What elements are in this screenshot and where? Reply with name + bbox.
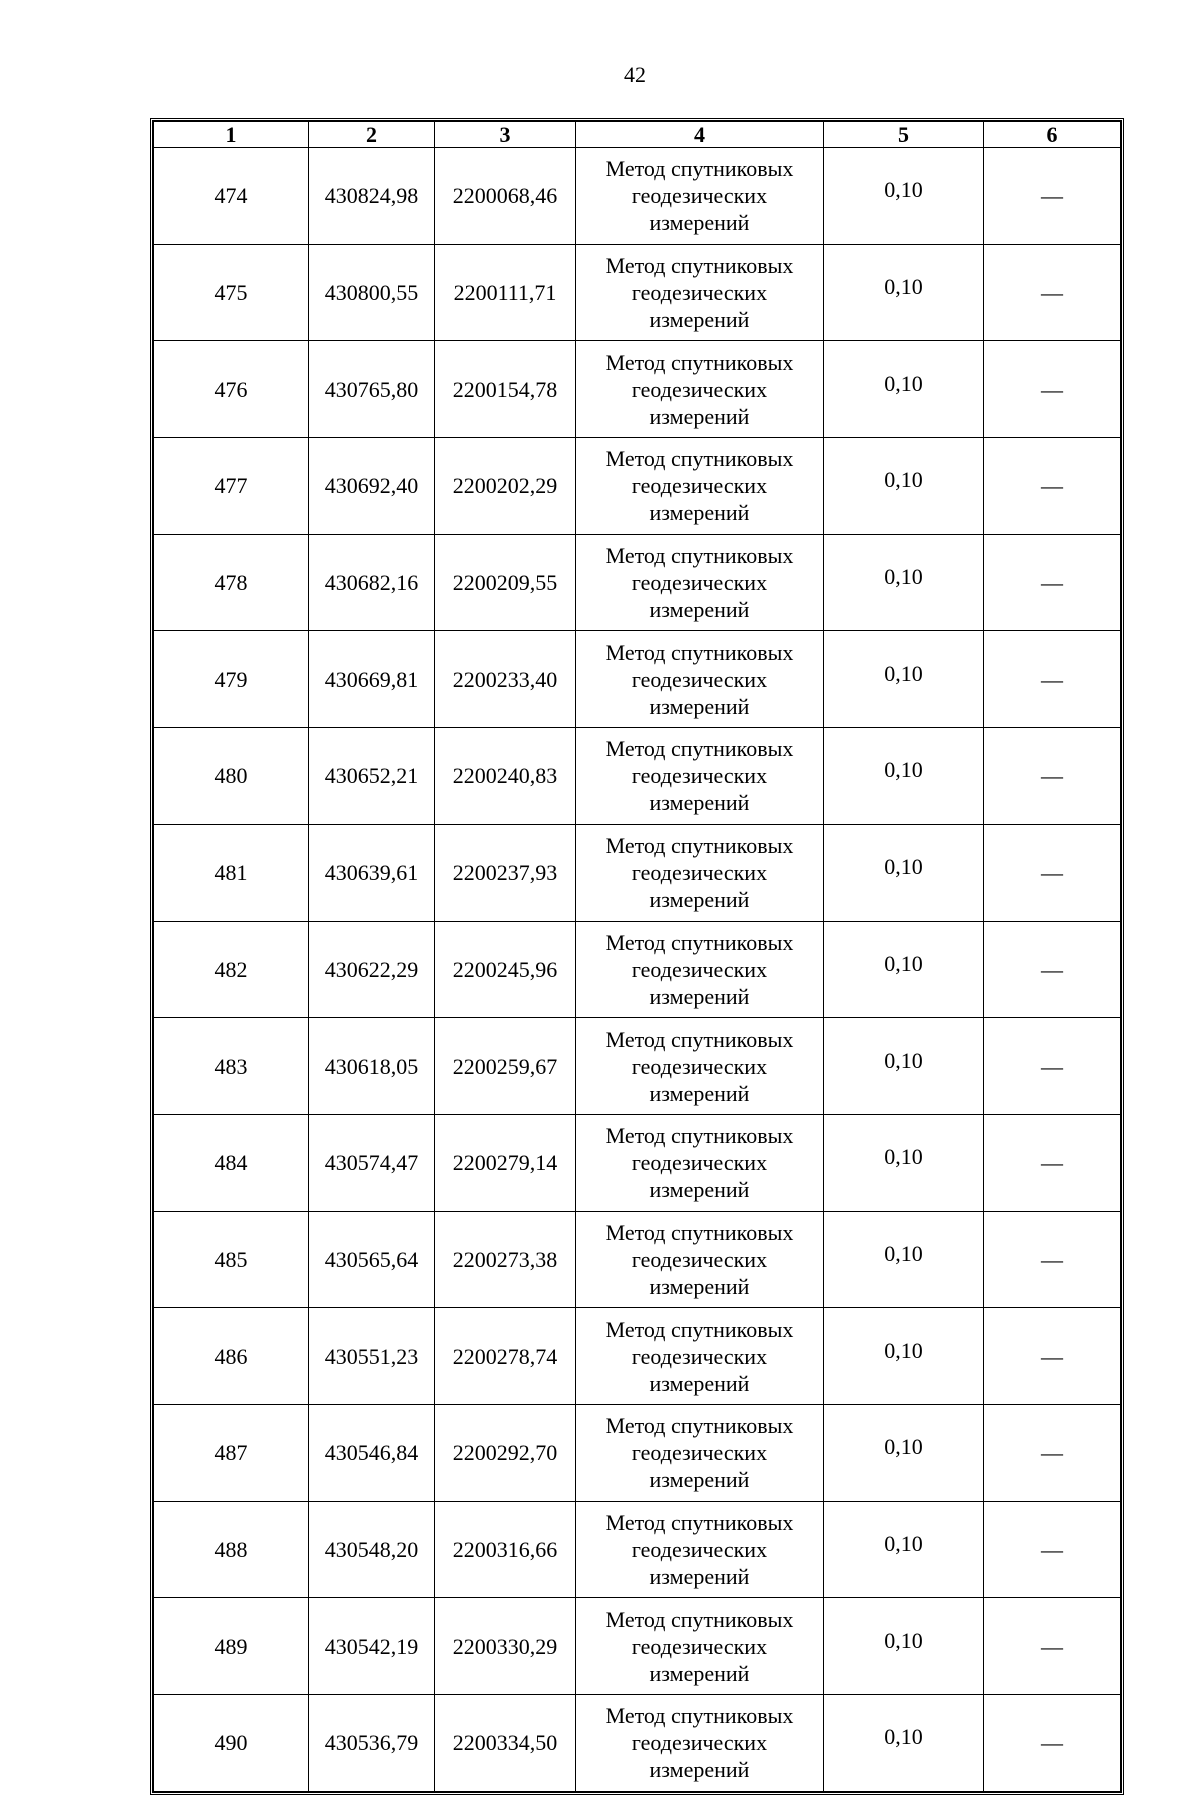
method-cell bbox=[576, 341, 824, 438]
accuracy-cell: 0,10 bbox=[824, 1308, 984, 1405]
column-header-3: 3 bbox=[435, 122, 576, 148]
method-cell bbox=[576, 438, 824, 535]
accuracy-cell: 0,10 bbox=[824, 1114, 984, 1211]
point-number-cell: 481 bbox=[154, 824, 309, 921]
point-number-cell: 485 bbox=[154, 1211, 309, 1308]
method-text-line: геодезических bbox=[631, 183, 768, 209]
accuracy-cell: 0,10 bbox=[824, 1018, 984, 1115]
method-text-line: геодезических bbox=[631, 763, 768, 789]
method-text-line: геодезических bbox=[631, 376, 768, 402]
method-cell bbox=[576, 631, 824, 728]
x-coordinate-cell: 430669,81 bbox=[309, 631, 435, 728]
table-row bbox=[154, 1404, 1121, 1501]
method-text-line: геодезических bbox=[631, 1440, 768, 1466]
method-text-line: Метод спутниковых bbox=[605, 639, 794, 665]
method-cell bbox=[576, 1308, 824, 1405]
y-coordinate-cell: 2200240,83 bbox=[435, 728, 576, 825]
method-text-line: Метод спутниковых bbox=[605, 1316, 794, 1342]
note-cell: — bbox=[984, 244, 1121, 341]
method-text-line: измерений bbox=[649, 983, 750, 1009]
method-cell bbox=[576, 148, 824, 245]
method-text-line: Метод спутниковых bbox=[605, 543, 794, 569]
accuracy-cell: 0,10 bbox=[824, 1695, 984, 1792]
method-cell bbox=[576, 1114, 824, 1211]
point-number-cell: 488 bbox=[154, 1501, 309, 1598]
accuracy-cell: 0,10 bbox=[824, 728, 984, 825]
accuracy-cell: 0,10 bbox=[824, 438, 984, 535]
table-row bbox=[154, 1308, 1121, 1405]
method-text-line: геодезических bbox=[631, 473, 768, 499]
table-row bbox=[154, 824, 1121, 921]
table-row bbox=[154, 1695, 1121, 1792]
y-coordinate-cell: 2200154,78 bbox=[435, 341, 576, 438]
x-coordinate-cell: 430565,64 bbox=[309, 1211, 435, 1308]
method-text-line: Метод спутниковых bbox=[605, 1026, 794, 1052]
method-text-line: измерений bbox=[649, 597, 750, 623]
x-coordinate-cell: 430639,61 bbox=[309, 824, 435, 921]
method-text-line: измерений bbox=[649, 1080, 750, 1106]
y-coordinate-cell: 2200273,38 bbox=[435, 1211, 576, 1308]
table-row bbox=[154, 728, 1121, 825]
y-coordinate-cell: 2200237,93 bbox=[435, 824, 576, 921]
method-text-line: Метод спутниковых bbox=[605, 1219, 794, 1245]
method-text-line: геодезических bbox=[631, 1343, 768, 1369]
method-text-line: Метод спутниковых bbox=[605, 1703, 794, 1729]
table-row bbox=[154, 1501, 1121, 1598]
note-cell: — bbox=[984, 1598, 1121, 1695]
point-number-cell: 483 bbox=[154, 1018, 309, 1115]
method-text-line: измерений bbox=[649, 1660, 750, 1686]
method-cell bbox=[576, 1598, 824, 1695]
method-cell bbox=[576, 824, 824, 921]
point-number-cell: 480 bbox=[154, 728, 309, 825]
method-cell bbox=[576, 728, 824, 825]
method-text-line: Метод спутниковых bbox=[605, 1413, 794, 1439]
method-text-line: Метод спутниковых bbox=[605, 156, 794, 182]
table-row bbox=[154, 1598, 1121, 1695]
note-cell: — bbox=[984, 1211, 1121, 1308]
note-cell: — bbox=[984, 728, 1121, 825]
y-coordinate-cell: 2200209,55 bbox=[435, 534, 576, 631]
y-coordinate-cell: 2200292,70 bbox=[435, 1404, 576, 1501]
x-coordinate-cell: 430542,19 bbox=[309, 1598, 435, 1695]
method-text-line: Метод спутниковых bbox=[605, 833, 794, 859]
note-cell: — bbox=[984, 341, 1121, 438]
accuracy-cell: 0,10 bbox=[824, 824, 984, 921]
x-coordinate-cell: 430548,20 bbox=[309, 1501, 435, 1598]
table-row bbox=[154, 921, 1121, 1018]
method-text-line: измерений bbox=[649, 500, 750, 526]
table-row bbox=[154, 631, 1121, 728]
accuracy-cell: 0,10 bbox=[824, 1598, 984, 1695]
method-text-line: измерений bbox=[649, 887, 750, 913]
y-coordinate-cell: 2200233,40 bbox=[435, 631, 576, 728]
coordinates-table bbox=[153, 121, 1121, 1792]
table-row bbox=[154, 148, 1121, 245]
method-text-line: геодезических bbox=[631, 1150, 768, 1176]
method-text-line: Метод спутниковых bbox=[605, 1509, 794, 1535]
page-number: 42 bbox=[624, 62, 646, 87]
method-cell bbox=[576, 244, 824, 341]
method-text-line: Метод спутниковых bbox=[605, 446, 794, 472]
point-number-cell: 490 bbox=[154, 1695, 309, 1792]
y-coordinate-cell: 2200245,96 bbox=[435, 921, 576, 1018]
coordinates-table-frame bbox=[150, 118, 1124, 1795]
accuracy-cell: 0,10 bbox=[824, 244, 984, 341]
method-text-line: геодезических bbox=[631, 1246, 768, 1272]
point-number-cell: 486 bbox=[154, 1308, 309, 1405]
note-cell: — bbox=[984, 1308, 1121, 1405]
x-coordinate-cell: 430536,79 bbox=[309, 1695, 435, 1792]
point-number-cell: 482 bbox=[154, 921, 309, 1018]
x-coordinate-cell: 430824,98 bbox=[309, 148, 435, 245]
method-text-line: геодезических bbox=[631, 280, 768, 306]
x-coordinate-cell: 430546,84 bbox=[309, 1404, 435, 1501]
column-header-1: 1 bbox=[154, 122, 309, 148]
point-number-cell: 484 bbox=[154, 1114, 309, 1211]
point-number-cell: 478 bbox=[154, 534, 309, 631]
table-row bbox=[154, 1018, 1121, 1115]
point-number-cell: 476 bbox=[154, 341, 309, 438]
method-text-line: измерений bbox=[649, 210, 750, 236]
note-cell: — bbox=[984, 824, 1121, 921]
method-text-line: измерений bbox=[649, 1563, 750, 1589]
point-number-cell: 477 bbox=[154, 438, 309, 535]
method-cell bbox=[576, 1211, 824, 1308]
y-coordinate-cell: 2200278,74 bbox=[435, 1308, 576, 1405]
method-text-line: измерений bbox=[649, 1370, 750, 1396]
method-text-line: геодезических bbox=[631, 860, 768, 886]
accuracy-cell: 0,10 bbox=[824, 1211, 984, 1308]
x-coordinate-cell: 430622,29 bbox=[309, 921, 435, 1018]
method-cell bbox=[576, 534, 824, 631]
y-coordinate-cell: 2200334,50 bbox=[435, 1695, 576, 1792]
method-text-line: измерений bbox=[649, 1177, 750, 1203]
x-coordinate-cell: 430574,47 bbox=[309, 1114, 435, 1211]
accuracy-cell: 0,10 bbox=[824, 148, 984, 245]
table-row bbox=[154, 244, 1121, 341]
table-row bbox=[154, 1211, 1121, 1308]
table-body bbox=[154, 148, 1121, 1792]
note-cell: — bbox=[984, 1114, 1121, 1211]
method-text-line: Метод спутниковых bbox=[605, 736, 794, 762]
point-number-cell: 474 bbox=[154, 148, 309, 245]
x-coordinate-cell: 430682,16 bbox=[309, 534, 435, 631]
method-cell bbox=[576, 1695, 824, 1792]
column-header-6: 6 bbox=[984, 122, 1121, 148]
table-header-row bbox=[154, 122, 1121, 148]
table-row bbox=[154, 1114, 1121, 1211]
point-number-cell: 475 bbox=[154, 244, 309, 341]
method-text-line: измерений bbox=[649, 307, 750, 333]
method-text-line: геодезических bbox=[631, 666, 768, 692]
note-cell: — bbox=[984, 1404, 1121, 1501]
method-text-line: геодезических bbox=[631, 1730, 768, 1756]
column-header-2: 2 bbox=[309, 122, 435, 148]
method-text-line: Метод спутниковых bbox=[605, 1606, 794, 1632]
x-coordinate-cell: 430618,05 bbox=[309, 1018, 435, 1115]
x-coordinate-cell: 430800,55 bbox=[309, 244, 435, 341]
method-text-line: Метод спутниковых bbox=[605, 349, 794, 375]
x-coordinate-cell: 430652,21 bbox=[309, 728, 435, 825]
point-number-cell: 479 bbox=[154, 631, 309, 728]
y-coordinate-cell: 2200068,46 bbox=[435, 148, 576, 245]
method-text-line: измерений bbox=[649, 403, 750, 429]
point-number-cell: 487 bbox=[154, 1404, 309, 1501]
method-cell bbox=[576, 921, 824, 1018]
method-text-line: измерений bbox=[649, 1273, 750, 1299]
note-cell: — bbox=[984, 1501, 1121, 1598]
note-cell: — bbox=[984, 1018, 1121, 1115]
note-cell: — bbox=[984, 1695, 1121, 1792]
note-cell: — bbox=[984, 148, 1121, 245]
y-coordinate-cell: 2200316,66 bbox=[435, 1501, 576, 1598]
x-coordinate-cell: 430692,40 bbox=[309, 438, 435, 535]
method-text-line: измерений bbox=[649, 790, 750, 816]
method-cell bbox=[576, 1501, 824, 1598]
method-cell bbox=[576, 1018, 824, 1115]
method-text-line: Метод спутниковых bbox=[605, 253, 794, 279]
table-row bbox=[154, 341, 1121, 438]
point-number-cell: 489 bbox=[154, 1598, 309, 1695]
y-coordinate-cell: 2200202,29 bbox=[435, 438, 576, 535]
note-cell: — bbox=[984, 438, 1121, 535]
accuracy-cell: 0,10 bbox=[824, 921, 984, 1018]
x-coordinate-cell: 430551,23 bbox=[309, 1308, 435, 1405]
method-cell bbox=[576, 1404, 824, 1501]
method-text-line: геодезических bbox=[631, 1633, 768, 1659]
method-text-line: геодезических bbox=[631, 570, 768, 596]
y-coordinate-cell: 2200279,14 bbox=[435, 1114, 576, 1211]
method-text-line: геодезических bbox=[631, 1536, 768, 1562]
method-text-line: Метод спутниковых bbox=[605, 1123, 794, 1149]
y-coordinate-cell: 2200111,71 bbox=[435, 244, 576, 341]
accuracy-cell: 0,10 bbox=[824, 631, 984, 728]
note-cell: — bbox=[984, 921, 1121, 1018]
method-text-line: геодезических bbox=[631, 956, 768, 982]
note-cell: — bbox=[984, 534, 1121, 631]
y-coordinate-cell: 2200259,67 bbox=[435, 1018, 576, 1115]
accuracy-cell: 0,10 bbox=[824, 1501, 984, 1598]
column-header-4: 4 bbox=[576, 122, 824, 148]
method-text-line: Метод спутниковых bbox=[605, 929, 794, 955]
accuracy-cell: 0,10 bbox=[824, 341, 984, 438]
y-coordinate-cell: 2200330,29 bbox=[435, 1598, 576, 1695]
method-text-line: измерений bbox=[649, 693, 750, 719]
accuracy-cell: 0,10 bbox=[824, 1404, 984, 1501]
accuracy-cell: 0,10 bbox=[824, 534, 984, 631]
method-text-line: измерений bbox=[649, 1467, 750, 1493]
table-row bbox=[154, 534, 1121, 631]
x-coordinate-cell: 430765,80 bbox=[309, 341, 435, 438]
column-header-5: 5 bbox=[824, 122, 984, 148]
method-text-line: измерений bbox=[649, 1757, 750, 1783]
note-cell: — bbox=[984, 631, 1121, 728]
table-row bbox=[154, 438, 1121, 535]
method-text-line: геодезических bbox=[631, 1053, 768, 1079]
